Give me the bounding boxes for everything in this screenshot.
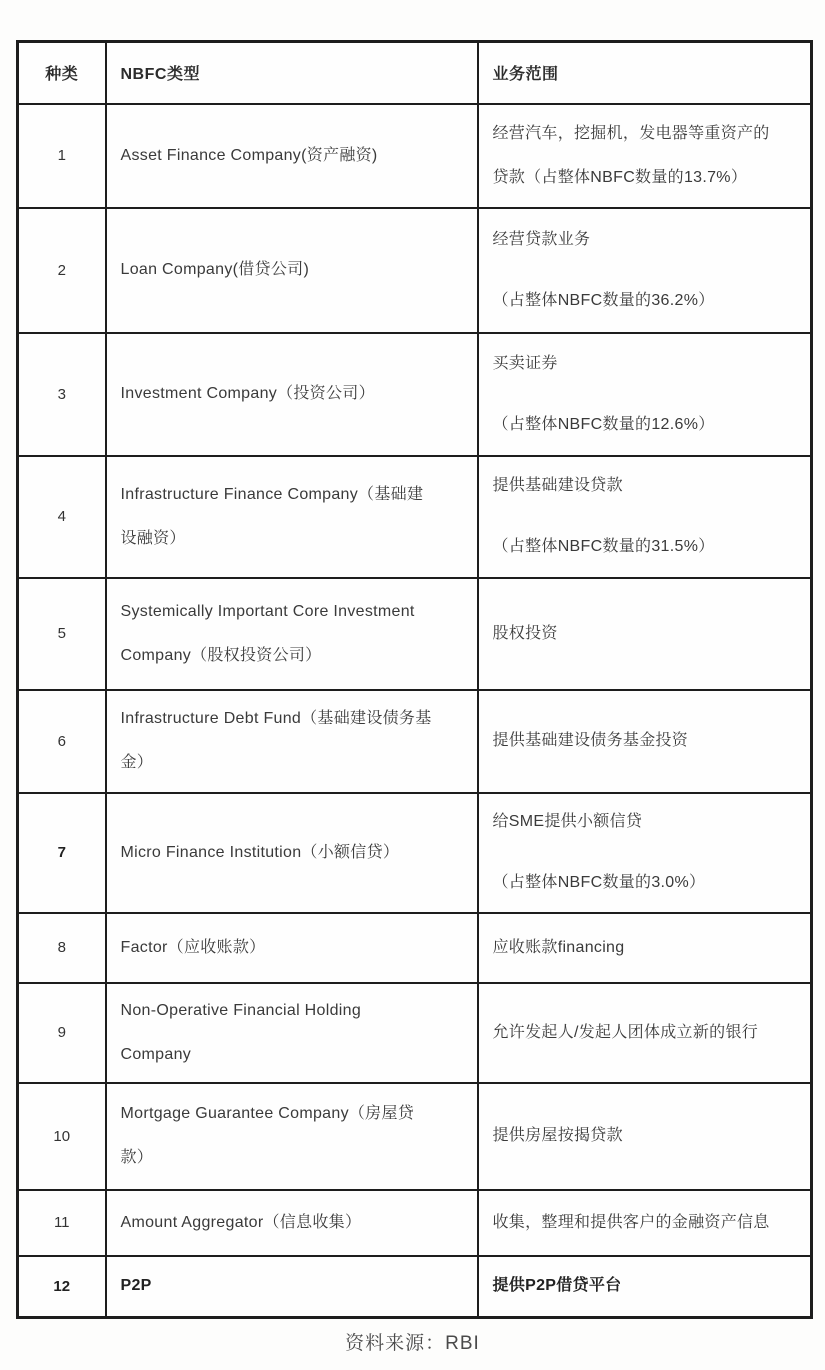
- scope-line: 给SME提供小额信贷: [492, 813, 643, 830]
- scope-paragraph: [493, 525, 797, 569]
- header-business-scope: 业务范围: [478, 42, 812, 104]
- scope-line: 经营贷款业务: [492, 230, 591, 248]
- nbfc-type-cell: [106, 690, 478, 793]
- header-category: 种类: [18, 42, 106, 104]
- table-row: [18, 983, 812, 1083]
- type-line: Company（股权投资公司）: [120, 646, 322, 664]
- scope-line: 提供房屋按揭贷款: [492, 1127, 623, 1144]
- business-scope-cell: [478, 104, 812, 208]
- scope-paragraph: [493, 861, 797, 905]
- table-row: [18, 1083, 812, 1190]
- type-line: Micro Finance Institution（小额信贷）: [120, 843, 400, 861]
- scope-paragraph: [493, 1264, 797, 1308]
- table-row: [18, 690, 812, 793]
- nbfc-type-cell: [106, 983, 478, 1083]
- type-line: Amount Aggregator（信息收集）: [120, 1213, 362, 1231]
- row-number: 10: [18, 1083, 106, 1190]
- row-number: 1: [18, 104, 106, 208]
- scope-line: 应收账款financing: [492, 938, 625, 956]
- type-line: Infrastructure Debt Fund（基础建设债务基: [120, 710, 432, 727]
- table-row: [18, 208, 812, 333]
- business-scope-cell: [478, 208, 812, 333]
- scope-line: （占整体NBFC数量的36.2%）: [492, 291, 715, 309]
- type-line: Investment Company（投资公司）: [120, 385, 375, 402]
- business-scope-cell: [478, 456, 812, 578]
- scope-paragraph: [493, 464, 797, 508]
- scope-line: 贷款（占整体NBFC数量的13.7%）: [492, 168, 748, 186]
- table-row: [18, 578, 812, 690]
- business-scope-cell: [478, 913, 812, 983]
- row-number: 7: [18, 793, 106, 913]
- scope-line: （占整体NBFC数量的3.0%）: [492, 874, 706, 891]
- row-number: 12: [18, 1256, 106, 1318]
- type-line: Non-Operative Financial Holding: [120, 1001, 362, 1019]
- type-line: P2P: [120, 1277, 152, 1295]
- scope-paragraph: [493, 612, 797, 656]
- source-caption: 资料来源：RBI: [345, 1333, 480, 1354]
- table-row: [18, 793, 812, 913]
- business-scope-cell: [478, 983, 812, 1083]
- scope-line: 提供基础建设贷款: [492, 477, 623, 494]
- scope-paragraph: [493, 279, 797, 323]
- scope-line: 提供P2P借贷平台: [492, 1277, 622, 1295]
- type-line: Infrastructure Finance Company（基础建: [120, 485, 424, 503]
- type-line: Systemically Important Core Investment: [120, 602, 415, 620]
- table-row: [18, 1190, 812, 1256]
- nbfc-type-cell: [106, 333, 478, 456]
- table-body: [18, 104, 812, 1318]
- row-number: 3: [18, 333, 106, 456]
- scope-paragraph: [493, 1114, 797, 1158]
- type-line: 款）: [120, 1149, 154, 1166]
- nbfc-type-cell: [106, 1256, 478, 1318]
- type-line: 金）: [120, 754, 154, 771]
- row-number: 5: [18, 578, 106, 690]
- table-row: [18, 456, 812, 578]
- table-header: [18, 42, 812, 104]
- scope-paragraph: [493, 403, 797, 447]
- business-scope-cell: [478, 333, 812, 456]
- table-row: [18, 333, 812, 456]
- scope-line: 收集，整理和提供客户的金融资产信息: [492, 1213, 770, 1231]
- scope-paragraph: [493, 1011, 797, 1055]
- scope-paragraph: [493, 342, 797, 386]
- scope-paragraph: [493, 1201, 797, 1245]
- nbfc-type-cell: [106, 913, 478, 983]
- scope-line: 买卖证券: [492, 354, 558, 372]
- row-number: 6: [18, 690, 106, 793]
- business-scope-cell: [478, 690, 812, 793]
- header-row: [18, 42, 812, 104]
- type-line: 设融资）: [120, 529, 186, 547]
- scope-line: 允许发起人/发起人团体成立新的银行: [492, 1023, 759, 1041]
- row-number: 4: [18, 456, 106, 578]
- scope-paragraph: [493, 218, 797, 262]
- type-line: Factor（应收账款）: [120, 938, 266, 956]
- business-scope-cell: [478, 1190, 812, 1256]
- type-line: Company: [120, 1045, 192, 1063]
- nbfc-type-cell: [106, 456, 478, 578]
- scope-line: 经营汽车，挖掘机，发电器等重资产的: [492, 124, 770, 142]
- scope-line: 提供基础建设债务基金投资: [492, 732, 689, 749]
- header-nbfc-type: NBFC类型: [106, 42, 478, 104]
- scope-line: 股权投资: [492, 624, 558, 642]
- business-scope-cell: [478, 1083, 812, 1190]
- scope-paragraph: [493, 719, 797, 763]
- scope-line: （占整体NBFC数量的12.6%）: [492, 415, 715, 433]
- type-line: Asset Finance Company(资产融资): [120, 146, 378, 164]
- row-number: 2: [18, 208, 106, 333]
- row-number: 8: [18, 913, 106, 983]
- row-number: 9: [18, 983, 106, 1083]
- scope-paragraph: [493, 112, 797, 200]
- nbfc-type-cell: [106, 208, 478, 333]
- scope-paragraph: [493, 800, 797, 844]
- nbfc-type-cell: [106, 578, 478, 690]
- row-number: 11: [18, 1190, 106, 1256]
- scope-paragraph: [493, 926, 797, 970]
- scope-line: （占整体NBFC数量的31.5%）: [492, 538, 715, 555]
- business-scope-cell: [478, 578, 812, 690]
- type-line: Loan Company(借贷公司): [120, 261, 310, 278]
- table-row: [18, 104, 812, 208]
- nbfc-type-cell: [106, 1083, 478, 1190]
- nbfc-table: [16, 40, 813, 1319]
- nbfc-type-cell: [106, 1190, 478, 1256]
- table-row: [18, 913, 812, 983]
- business-scope-cell: [478, 793, 812, 913]
- business-scope-cell: [478, 1256, 812, 1318]
- nbfc-type-cell: [106, 793, 478, 913]
- type-line: Mortgage Guarantee Company（房屋贷: [120, 1105, 415, 1122]
- nbfc-type-cell: [106, 104, 478, 208]
- table-row: [18, 1256, 812, 1318]
